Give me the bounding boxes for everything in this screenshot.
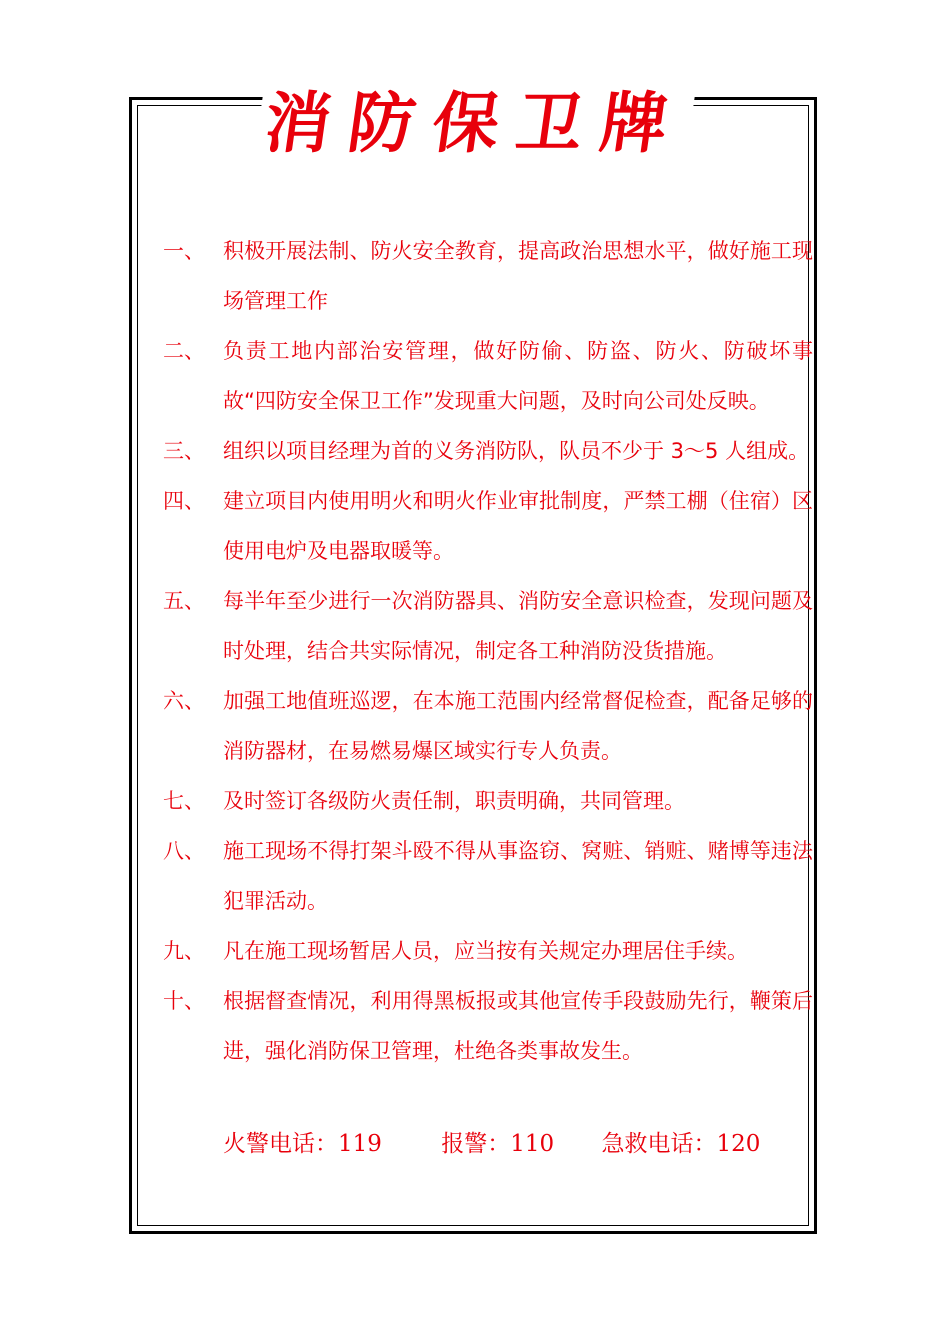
- rules-list: [163, 226, 813, 1076]
- rule-number: 四、: [163, 489, 205, 513]
- rule-text: 建立项目内使用明火和明火作业审批制度，严禁工棚（住宿）区使用电炉及电器取暖等。: [223, 489, 813, 563]
- rule-text: 及时签订各级防火责任制，职责明确，共同管理。: [223, 789, 685, 813]
- rule-item-3: [163, 426, 813, 476]
- rule-text: 每半年至少进行一次消防器具、消防安全意识检查，发现问题及时处理，结合共实际情况，制定各工种消防没货措施。: [223, 589, 813, 663]
- rule-text: 施工现场不得打架斗殴不得从事盗窃、窝赃、销赃、赌博等违法犯罪活动。: [223, 839, 813, 913]
- rule-number: 八、: [163, 839, 205, 863]
- rule-item-9: [163, 926, 813, 976]
- rule-item-6: [163, 676, 813, 776]
- rule-item-10: [163, 976, 813, 1076]
- fire-alarm-phone: 火警电话：119: [223, 1131, 382, 1157]
- rule-text: 加强工地值班巡逻，在本施工范围内经常督促检查，配备足够的消防器材，在易燃易爆区域实行专人负责。: [223, 689, 813, 763]
- rule-item-8: [163, 826, 813, 926]
- rule-item-5: [163, 576, 813, 676]
- rule-number: 三、: [163, 439, 205, 463]
- emergency-phones: [223, 1122, 760, 1166]
- ambulance-phone: 急救电话：120: [601, 1131, 761, 1157]
- rule-item-7: [163, 776, 813, 826]
- rule-text: 组织以项目经理为首的义务消防队，队员不少于 3～5 人组成。: [223, 439, 810, 463]
- rule-text: 根据督查情况，利用得黑板报或其他宣传手段鼓励先行，鞭策后进，强化消防保卫管理，杜绝各类事故发生。: [223, 989, 813, 1063]
- police-phone: 报警：110: [441, 1131, 555, 1157]
- rule-item-4: [163, 476, 813, 576]
- page-title: [0, 78, 950, 168]
- rule-item-1: [163, 226, 813, 326]
- rule-number: 十、: [163, 989, 205, 1013]
- rule-number: 九、: [163, 939, 205, 963]
- rule-number: 二、: [163, 339, 205, 363]
- rule-number: 五、: [163, 589, 205, 613]
- rule-text: 负责工地内部治安管理，做好防偷、防盗、防火、防破坏事故“四防安全保卫工作”发现重大问题，及时向公司处反映。: [223, 339, 813, 413]
- rule-number: 一、: [163, 239, 205, 263]
- rule-item-2: [163, 326, 813, 426]
- page-title-text: 消防保卫牌: [254, 84, 697, 162]
- rule-text: 凡在施工现场暂居人员，应当按有关规定办理居住手续。: [223, 939, 748, 963]
- rule-number: 六、: [163, 689, 205, 713]
- rule-text: 积极开展法制、防火安全教育，提高政治思想水平，做好施工现场管理工作: [223, 239, 813, 313]
- rule-number: 七、: [163, 789, 205, 813]
